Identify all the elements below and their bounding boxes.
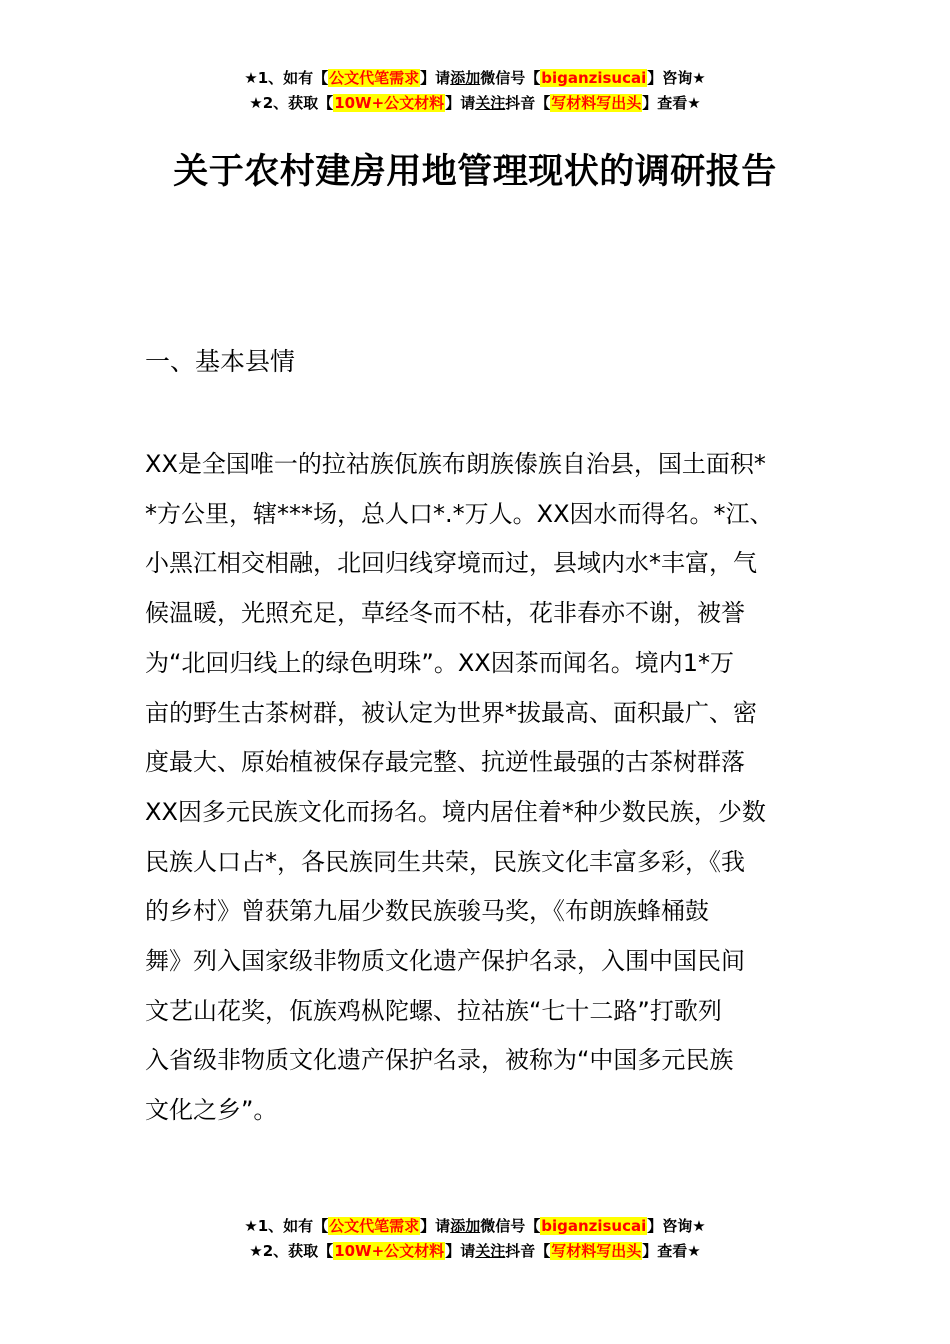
body-paragraph [145,440,810,1136]
paragraph-line: 文艺山花奖，佤族鸡枞陀螺、拉祜族“七十二路”打歌列 [145,996,722,1025]
paragraph-line: *方公里，辖***场，总人口*.*万人。XX因水而得名。*江、 [145,499,774,528]
highlight-wechat-id: biganzisucai [541,69,647,87]
highlight-materials: 10W+公文材料 [334,1242,445,1260]
underline-add: 添加 [450,69,481,87]
document-title: 关于农村建房用地管理现状的调研报告 [173,152,777,192]
highlight-wechat-id: biganzisucai [541,1217,647,1235]
highlight-materials: 10W+公文材料 [334,94,445,112]
underline-follow: 关注 [475,94,506,112]
paragraph-line: XX是全国唯一的拉祜族佤族布朗族傣族自治县，国土面积* [145,450,766,478]
paragraph-line: 候温暖，光照充足，草经冬而不枯，花非春亦不谢，被誉 [145,599,745,628]
paragraph-line: 的乡村》曾获第九届少数民族骏马奖，《布朗族蜂桶鼓 [145,897,709,926]
paragraph-line: 为“北回归线上的绿色明珠”。XX因茶而闻名。境内1*万 [145,648,735,677]
banner-line-2: ★2、获取【10W+公文材料】请关注抖音【写材料写出头】查看★ [249,94,701,112]
top-banner [0,66,950,116]
highlight-douyin: 写材料写出头 [551,94,642,112]
paragraph-line: 舞》列入国家级非物质文化遗产保护名录，入围中国民间 [145,947,745,976]
highlight-service: 公文代笔需求 [329,69,420,87]
paragraph-line: 民族人口占*，各民族同生共荣，民族文化丰富多彩，《我 [145,847,745,876]
banner-line-1: ★1、如有【公文代笔需求】请添加微信号【biganzisucai】咨询★ [244,69,706,87]
paragraph-line: XX因多元民族文化而扬名。境内居住着*种少数民族，少数 [145,797,766,826]
paragraph-line: 文化之乡”。 [145,1096,278,1125]
banner-line-1: ★1、如有【公文代笔需求】请添加微信号【biganzisucai】咨询★ [244,1217,706,1235]
paragraph-line: 入省级非物质文化遗产保护名录，被称为“中国多元民族 [145,1046,734,1075]
bottom-banner [0,1214,950,1264]
section-heading: 一、基本县情 [145,347,296,376]
banner-line-2: ★2、获取【10W+公文材料】请关注抖音【写材料写出头】查看★ [249,1242,701,1260]
underline-add: 添加 [450,1217,481,1235]
underline-follow: 关注 [475,1242,506,1260]
highlight-service: 公文代笔需求 [329,1217,420,1235]
paragraph-line: 亩的野生古茶树群，被认定为世界*拔最高、面积最广、密 [145,698,757,727]
paragraph-line: 度最大、原始植被保存最完整、抗逆性最强的古茶树群落 [145,748,745,777]
paragraph-line: 小黑江相交相融，北回归线穿境而过，县域内水*丰富，气 [145,549,757,578]
highlight-douyin: 写材料写出头 [551,1242,642,1260]
